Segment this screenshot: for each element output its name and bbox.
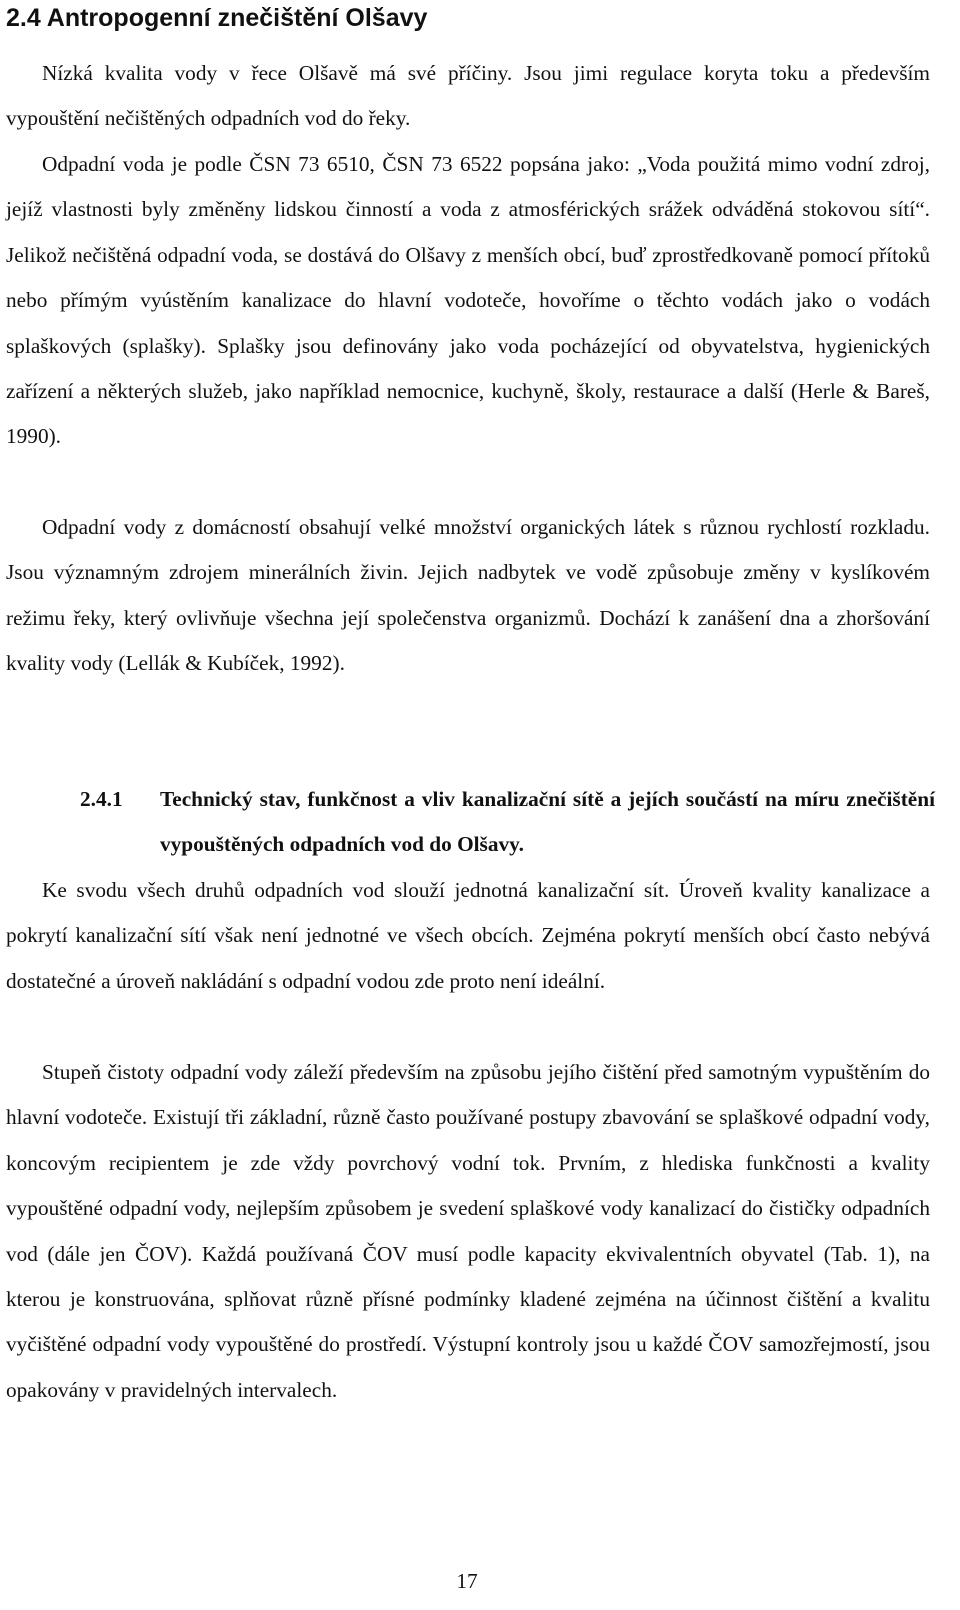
paragraph-intro-text: Nízká kvalita vody v řece Olšavě má své příčiny. Jsou jimi regulace koryta toku a především vypouštění nečištěných odpadních vod do řeky.: [6, 61, 930, 131]
section-heading: 2.4 Antropogenní znečištění Olšavy: [6, 4, 428, 32]
subsection-number: 2.4.1: [80, 787, 123, 811]
paragraph-sewer-network: [6, 868, 930, 1004]
paragraph-treatment: [6, 1050, 930, 1413]
paragraph-intro: [6, 51, 930, 142]
paragraph-sewer-network-text: Ke svodu všech druhů odpadních vod slouží jednotná kanalizační sít. Úroveň kvality kanalizace a pokrytí kanalizační sítí však není jednotné ve všech obcích. Zejména pokrytí menších obcí často nebývá dostatečné a úroveň nakládání s odpadní vodou zde proto není ideální.: [6, 878, 930, 993]
paragraph-treatment-text: Stupeň čistoty odpadní vody záleží především na způsobu jejího čištění před samotným vypuštěním do hlavní vodoteče. Existují tři základní, různě často používané postupy zbavování se splaškové odpadní vody, koncovým recipientem je zde vždy povrchový vodní tok. Prvním, z hlediska funkčnosti a kvality vypouštěné odpadní vody, nejlepším způsobem je svedení splaškové vody kanalizací do čističky odpadních vod (dále jen ČOV). Každá používaná ČOV musí podle kapacity ekvivalentních obyvatel (Tab. 1), na kterou je konstruována, splňovat různě přísné podmínky kladené zejména na účinnost čištění a kvalitu vyčištěné odpadní vody vypouštěné do prostředí. Výstupní kontroly jsou u každé ČOV samozřejmostí, jsou opakovány v pravidelných intervalech.: [6, 1060, 930, 1402]
paragraph-household-water: [6, 505, 930, 687]
subsection-title-wrap: [160, 777, 935, 867]
subsection-heading: [80, 777, 935, 867]
paragraph-definition-text: Odpadní voda je podle ČSN 73 6510, ČSN 73 6522 popsána jako: „Voda použitá mimo vodní zdroj, jejíž vlastnosti byly změněny lidskou činností a voda z atmosférických srážek odváděná stokovou sítí“. Jelikož nečištěná odpadní voda, se dostává do Olšavy z menších obcí, buď zprostředkovaně pomocí přítoků nebo přímým vyústěním kanalizace do hlavní vodoteče, hovoříme o těchto vodách jako o vodách splaškových (splašky). Splašky jsou definovány jako voda pocházející od obyvatelstva, hygienických zařízení a některých služeb, jako například nemocnice, kuchyně, školy, restaurace a další (Herle & Bareš, 1990).: [6, 152, 930, 449]
paragraph-household-water-text: Odpadní vody z domácností obsahují velké množství organických látek s různou rychlostí rozkladu. Jsou významným zdrojem minerálních živin. Jejich nadbytek ve vodě způsobuje změny v kyslíkovém režimu řeky, který ovlivňuje všechna její společenstva organizmů. Dochází k zanášení dna a zhoršování kvality vody (Lellák & Kubíček, 1992).: [6, 515, 930, 676]
page-number: 17: [456, 1569, 478, 1593]
subsection-title: Technický stav, funkčnost a vliv kanalizační sítě a jejích součástí na míru znečištění vypouštěných odpadních vod do Olšavy.: [160, 787, 935, 856]
paragraph-definition: [6, 142, 930, 460]
